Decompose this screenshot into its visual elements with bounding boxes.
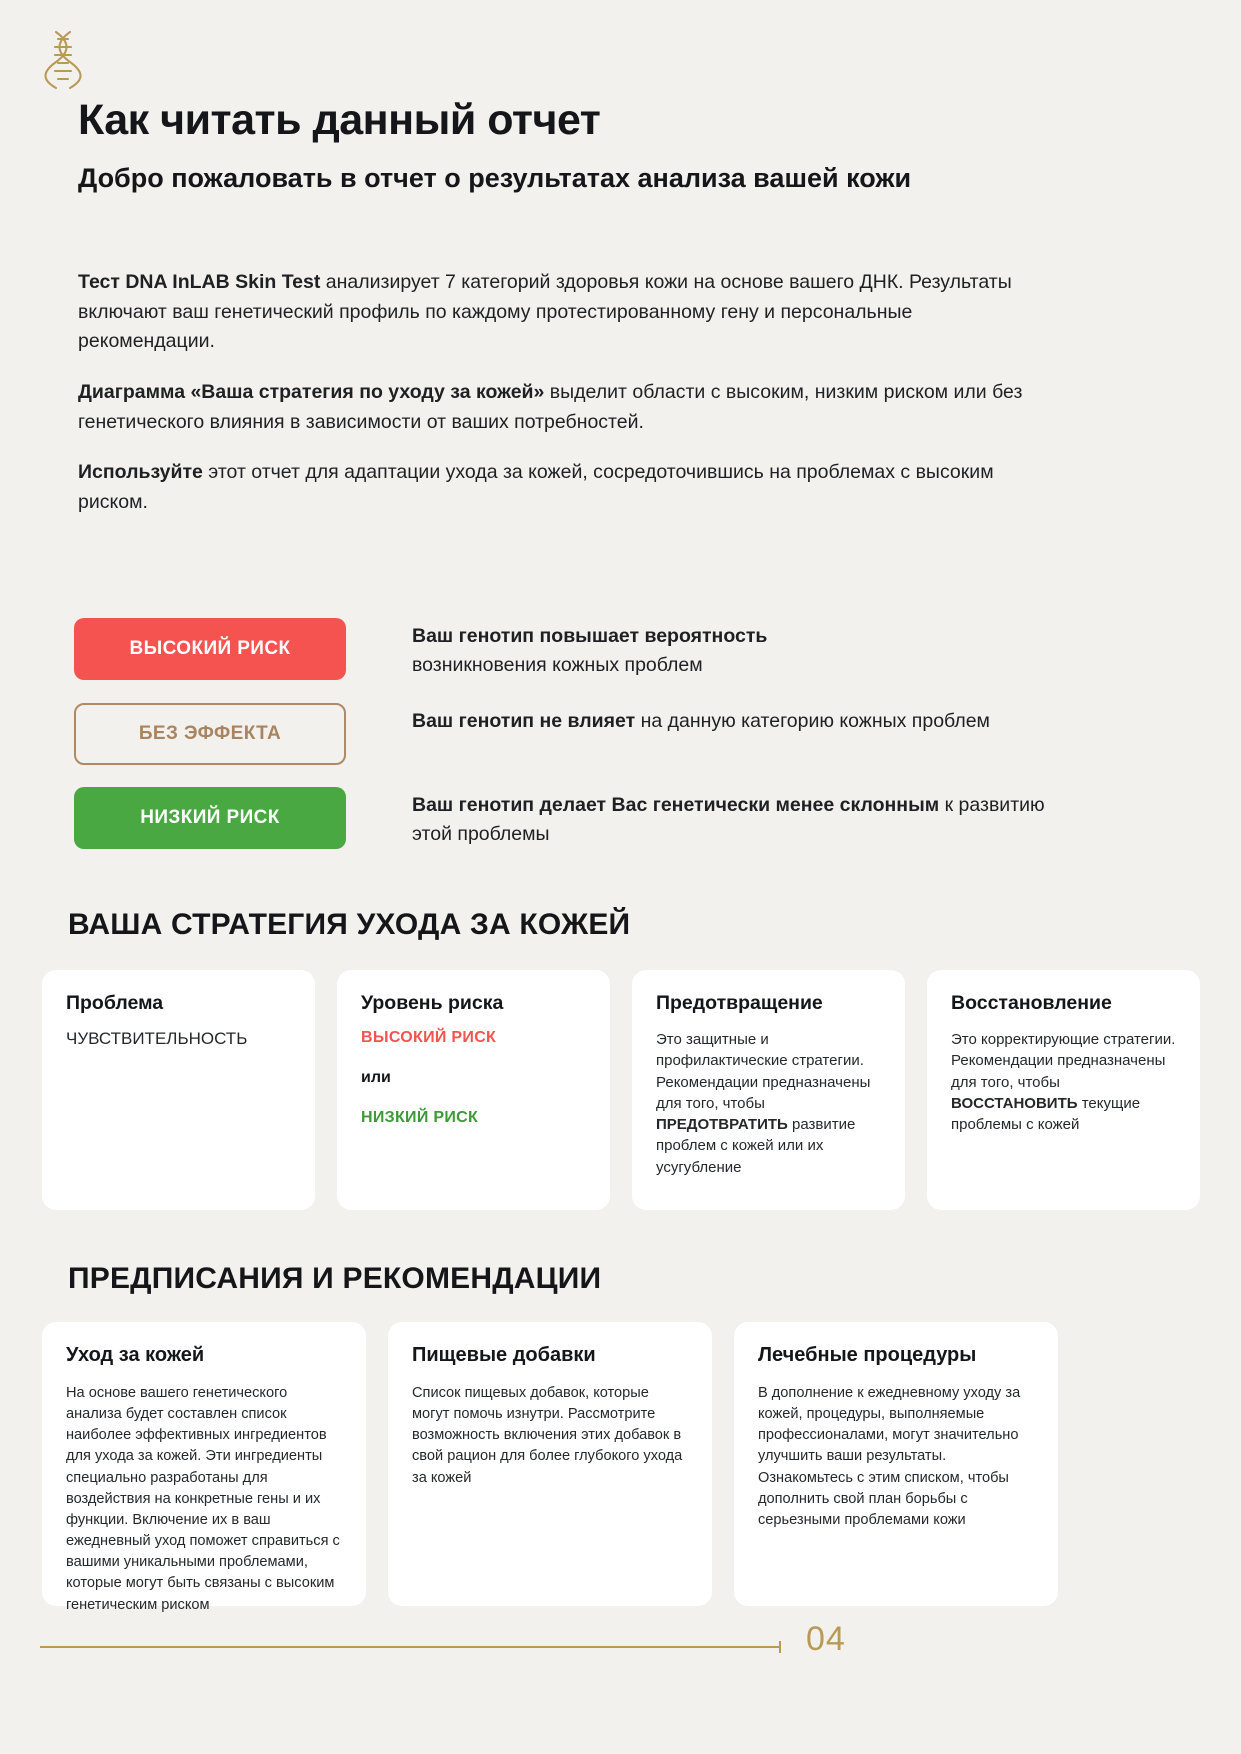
rec-card-treatments [734,1322,1058,1606]
strategy-risk-high-label: ВЫСОКИЙ РИСК [361,1029,497,1046]
legend-text-no-effect [412,703,990,736]
intro-text [78,268,1038,538]
intro-p3-rest: этот отчет для адаптации ухода за кожей, сосредоточившись на проблемах с высоким риском. [78,461,994,513]
strategy-card-problem-value: ЧУВСТВИТЕЛЬНОСТЬ [66,1029,248,1048]
legend-high-bold: Ваш генотип повышает вероятность [412,625,768,647]
rec-card-skincare-body: На основе вашего генетического анализа будет составлен список наиболее эффективных ингредиентов для ухода за кожей. Эти ингредиенты специально разработаны для воздействия на конкретные гены и их функции. Включение их в ваш ежедневный уход поможет справиться с вашими уникальными проблемами, которые могут быть связаны с высоким генетическим риском [66,1385,340,1613]
strategy-card-restoration-heading: Восстановление [951,992,1112,1014]
risk-legend [74,618,1074,871]
intro-p2-bold: Диаграмма «Ваша стратегия по уходу за кожей» [78,380,545,403]
intro-p1-bold: Тест DNA InLAB Skin Test [78,271,321,293]
page-number: 04 [806,1620,846,1658]
strategy-card-risk-heading: Уровень риска [361,992,504,1014]
strategy-card-problem [42,970,315,1210]
page-title: Как читать данный отчет [78,96,601,144]
strategy-card-risk-level [337,970,610,1210]
strategy-risk-or-label: или [361,1069,391,1086]
rec-card-supplements [388,1322,712,1606]
legend-high-rest: возникновения кожных проблем [412,654,703,677]
strategy-card-prevention-heading: Предотвращение [656,992,823,1014]
badge-low-risk: НИЗКИЙ РИСК [74,787,346,849]
legend-text-low-risk [412,787,1074,850]
legend-low-bold: Ваш генотип делает Вас генетически менее склонным [412,793,940,816]
legend-text-high-risk [412,618,767,681]
recommendations-card-row [42,1322,1202,1613]
legend-none-rest: на данную категорию кожных проблем [635,709,990,732]
intro-paragraph-1 [78,268,1038,357]
strategy-card-problem-heading: Проблема [66,992,164,1014]
prevention-body-bold: ПРЕДОТВРАТИТЬ [656,1116,788,1134]
strategy-card-restoration [927,970,1200,1210]
page-subtitle: Добро пожаловать в отчет о результатах анализа вашей кожи [78,163,912,193]
footer-divider [40,1646,780,1648]
dna-logo-icon [40,28,86,90]
badge-no-effect: БЕЗ ЭФФЕКТА [74,703,346,765]
rec-card-skincare [42,1322,366,1613]
strategy-card-prevention [632,970,905,1210]
prevention-body-part1: Это защитные и профилактические стратегии. Рекомендации предназначены для того, чтобы [656,1031,871,1112]
badge-high-risk: ВЫСОКИЙ РИСК [74,618,346,680]
prevention-body-part2: развитие проблем с кожей или их усугубление [656,1116,856,1176]
legend-row-no-effect [74,703,1074,765]
recommendations-section-title: ПРЕДПИСАНИЯ И РЕКОМЕНДАЦИИ [68,1262,602,1295]
intro-paragraph-2 [78,378,1038,437]
legend-none-bold: Ваш генотип не влияет [412,709,636,732]
strategy-risk-low-label: НИЗКИЙ РИСК [361,1109,479,1126]
intro-p3-bold: Используйте [78,461,203,484]
rec-card-skincare-heading: Уход за кожей [66,1344,205,1366]
rec-card-supplements-heading: Пищевые добавки [412,1344,596,1366]
restoration-body-part1: Это корректирующие стратегии. Рекомендации предназначены для того, чтобы [951,1031,1176,1091]
intro-p2-rest: выделит области с высоким, низким риском или без генетического влияния в зависимости от ваших потребностей. [78,380,1023,433]
rec-card-treatments-body: В дополнение к ежедневному уходу за кожей, процедуры, выполняемые профессионалами, могут значительно улучшить ваши результаты. Ознакомьтесь с этим списком, чтобы дополнить свой план борьбы с серьезными проблемами кожи [758,1385,1021,1528]
strategy-card-prevention-body [656,1029,881,1178]
legend-low-rest: к развитию этой проблемы [412,793,1045,845]
strategy-section-title: ВАША СТРАТЕГИЯ УХОДА ЗА КОЖЕЙ [68,908,631,941]
intro-p1-rest: анализирует 7 категорий здоровья кожи на основе вашего ДНК. Результаты включают ваш генетический профиль по каждому протестированному гену и персональные рекомендации. [78,271,1012,353]
rec-card-treatments-heading: Лечебные процедуры [758,1344,977,1366]
strategy-card-row [42,970,1202,1210]
intro-paragraph-3 [78,458,1038,517]
strategy-card-restoration-body [951,1029,1176,1135]
restoration-body-bold: ВОССТАНОВИТЬ [951,1094,1078,1112]
legend-row-low-risk [74,787,1074,850]
restoration-body-part2: текущие проблемы с кожей [951,1094,1141,1134]
rec-card-supplements-body: Список пищевых добавок, которые могут помочь изнутри. Рассмотрите возможность включения этих добавок в свой рацион для более глубокого ухода за кожей [412,1385,683,1486]
legend-row-high-risk [74,618,1074,681]
